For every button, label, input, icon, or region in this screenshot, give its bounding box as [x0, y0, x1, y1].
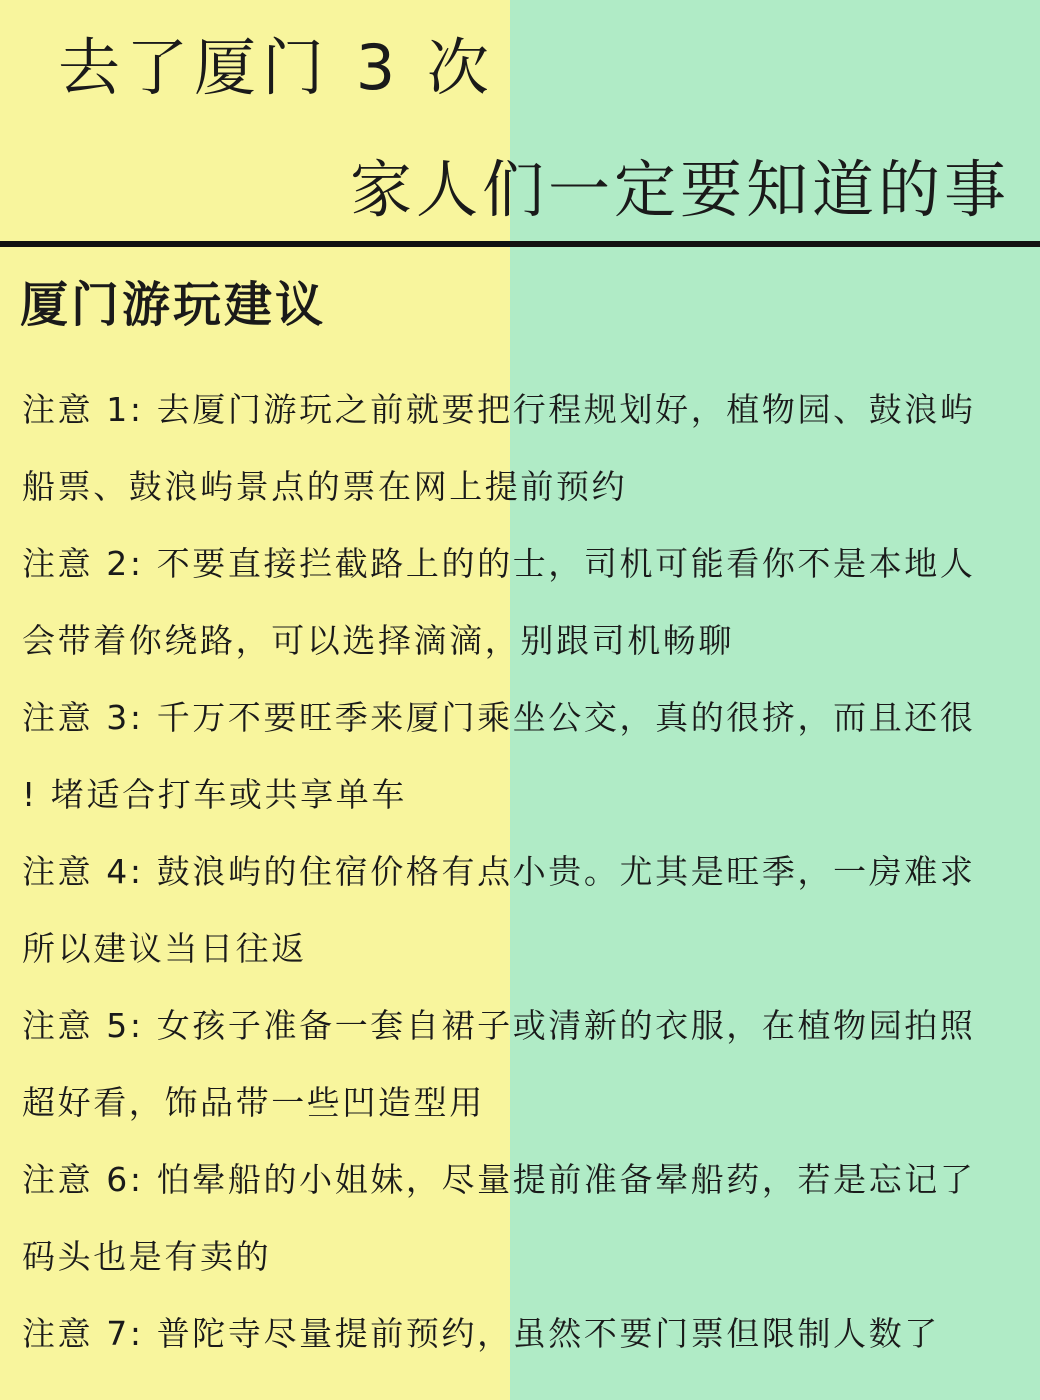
note-item-7	[22, 1295, 1022, 1372]
note-text-line: 注意 7: 普陀寺尽量提前预约，虽然不要门票但限制人数了	[22, 1314, 940, 1353]
note-text-line: 会带着你绕路，可以选择滴滴，别跟司机畅聊	[22, 621, 734, 660]
note-item-1	[22, 371, 1022, 525]
note-text-line: 所以建议当日往返	[22, 929, 307, 968]
note-item-3	[22, 679, 1022, 833]
note-text-line: 注意 5: 女孩子准备一套自裙子或清新的衣服，在植物园拍照	[22, 1006, 976, 1045]
note-text-line: 注意 6: 怕晕船的小姐妹，尽量提前准备晕船药，若是忘记了	[22, 1160, 976, 1199]
section-heading: 厦门游玩建议	[20, 277, 327, 333]
note-item-6	[22, 1141, 1022, 1295]
note-text-line: 注意 3: 千万不要旺季来厦门乘坐公交，真的很挤，而且还很	[22, 698, 976, 737]
notes-list	[22, 371, 1022, 1372]
note-text-line: 船票、鼓浪屿景点的票在网上提前预约	[22, 467, 628, 506]
note-text-line: 注意 4: 鼓浪屿的住宿价格有点小贵。尤其是旺季，一房难求	[22, 852, 976, 891]
note-text-line: 注意 1: 去厦门游玩之前就要把行程规划好，植物园、鼓浪屿	[22, 390, 976, 429]
note-item-2	[22, 525, 1022, 679]
note-item-5	[22, 987, 1022, 1141]
note-item-4	[22, 833, 1022, 987]
note-text-line: 码头也是有卖的	[22, 1237, 272, 1276]
note-text-line: 注意 2: 不要直接拦截路上的的士，司机可能看你不是本地人	[22, 544, 976, 583]
page-title-line-2: 家人们一定要知道的事	[349, 153, 1010, 226]
note-text-line: ! 堵适合打车或共享单车	[22, 775, 407, 814]
note-text-line: 超好看，饰品带一些凹造型用	[22, 1083, 485, 1122]
header-divider	[0, 241, 1040, 247]
page-title-line-1: 去了厦门 3 次	[58, 31, 495, 104]
